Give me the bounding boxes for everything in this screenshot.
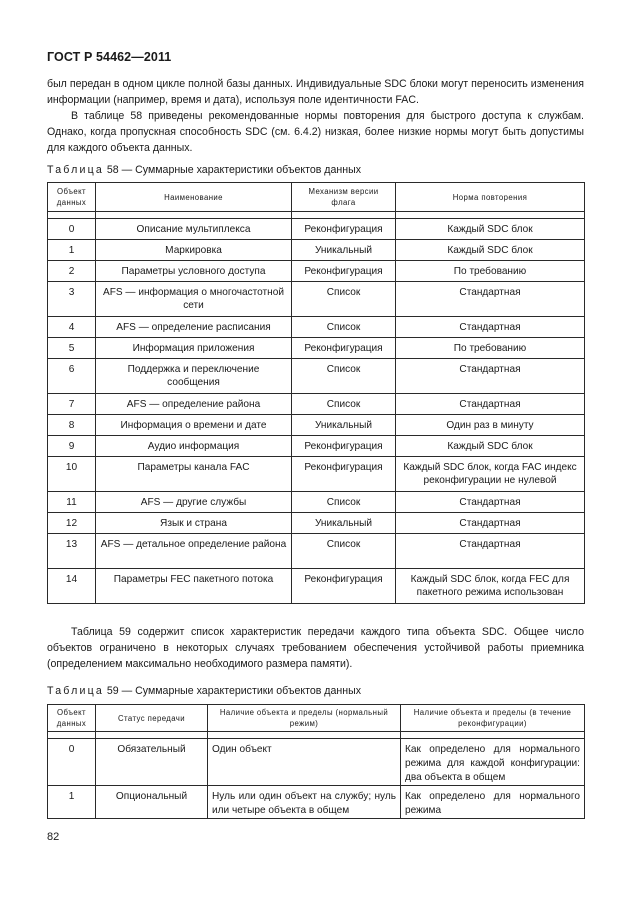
table-cell: 10 <box>48 457 96 492</box>
table-58 <box>47 182 585 604</box>
table-cell: 11 <box>48 492 96 513</box>
table-cell: 1 <box>48 240 96 261</box>
table-cell: 14 <box>48 569 96 604</box>
column-header: Наличие объекта и пределы (нормальный режим) <box>208 705 401 732</box>
table-row <box>48 240 585 261</box>
spacer-cell <box>396 212 585 219</box>
table-cell: Параметры канала FAC <box>96 457 292 492</box>
spacer-cell <box>401 732 585 739</box>
paragraph: В таблице 58 приведены рекомендованные нормы повторения для быстрого доступа к службам. Однако, когда пропускная способность SDC (см. 6.4.2) низкая, более низкие нормы могут быть допустимы для каждого объекта данных. <box>47 110 584 154</box>
table-cell: Реконфигурация <box>292 261 396 282</box>
table-cell: Стандартная <box>396 359 585 394</box>
table-row <box>48 513 585 534</box>
table-cell: Уникальный <box>292 415 396 436</box>
paragraph: был передан в одном цикле полной базы данных. Индивидуальные SDC блоки могут переносить изменения информации (например, время и дата), используя поле идентичности FAC. <box>47 78 584 106</box>
table-cell: Список <box>292 359 396 394</box>
table-cell: Аудио информация <box>96 436 292 457</box>
table-cell: Каждый SDC блок <box>396 219 585 240</box>
table-cell: 3 <box>48 282 96 317</box>
table-cell: Язык и страна <box>96 513 292 534</box>
table-cell: Стандартная <box>396 394 585 415</box>
column-header: Наличие объекта и пределы (в течение реконфигурации) <box>401 705 585 732</box>
table-row <box>48 219 585 240</box>
table-cell: Список <box>292 317 396 338</box>
caption-label: Таблица <box>47 164 104 176</box>
table-row <box>48 394 585 415</box>
table-cell: Реконфигурация <box>292 338 396 359</box>
table-cell: Как определено для нормального режима <box>401 786 585 819</box>
table-cell: Каждый SDC блок, когда FAC индекс реконфигурации не нулевой <box>396 457 585 492</box>
table-cell: Нуль или один объект на службу; нуль или четыре объекта в общем <box>208 786 401 819</box>
table-row <box>48 261 585 282</box>
table-cell: Обязательный <box>96 739 208 786</box>
table-cell: AFS — детальное определение района <box>96 534 292 569</box>
table-cell: AFS — определение расписания <box>96 317 292 338</box>
column-header: Объект данных <box>48 183 96 212</box>
table-cell: 2 <box>48 261 96 282</box>
table-cell: Реконфигурация <box>292 457 396 492</box>
table-cell: 6 <box>48 359 96 394</box>
column-header: Объект данных <box>48 705 96 732</box>
table-row <box>48 457 585 492</box>
column-header: Механизм версии флага <box>292 183 396 212</box>
caption-text: 59 — Суммарные характеристики объектов данных <box>106 685 361 697</box>
table-cell: AFS — другие службы <box>96 492 292 513</box>
table-cell: Уникальный <box>292 240 396 261</box>
table-cell: Информация о времени и дате <box>96 415 292 436</box>
table-cell: 0 <box>48 219 96 240</box>
table-cell: Опциональный <box>96 786 208 819</box>
table-cell: AFS — информация о многочастотной сети <box>96 282 292 317</box>
table-cell: Маркировка <box>96 240 292 261</box>
table-cell: Каждый SDC блок <box>396 436 585 457</box>
table-cell: Каждый SDC блок <box>396 240 585 261</box>
table-row <box>48 415 585 436</box>
caption-text: 58 — Суммарные характеристики объектов данных <box>106 164 361 176</box>
table-row <box>48 282 585 317</box>
table-cell: Стандартная <box>396 492 585 513</box>
table-cell: Один раз в минуту <box>396 415 585 436</box>
table-cell: Стандартная <box>396 513 585 534</box>
spacer-cell <box>48 732 96 739</box>
table-row <box>48 786 585 819</box>
table-row <box>48 534 585 569</box>
table-cell: Параметры FEC пакетного потока <box>96 569 292 604</box>
table-row <box>48 359 585 394</box>
table-cell: По требованию <box>396 338 585 359</box>
spacer-cell <box>208 732 401 739</box>
table-cell: AFS — определение района <box>96 394 292 415</box>
column-header: Статус передачи <box>96 705 208 732</box>
table-cell: Стандартная <box>396 317 585 338</box>
table-header-row <box>48 705 585 732</box>
table-cell: Уникальный <box>292 513 396 534</box>
table-row <box>48 317 585 338</box>
table-cell: Один объект <box>208 739 401 786</box>
caption-label: Таблица <box>47 685 104 697</box>
table-cell: Реконфигурация <box>292 436 396 457</box>
document-header: ГОСТ Р 54462—2011 <box>47 50 172 64</box>
intro-text <box>47 76 584 156</box>
table-59 <box>47 704 585 819</box>
table-cell: 1 <box>48 786 96 819</box>
table-cell: 7 <box>48 394 96 415</box>
table-cell: 12 <box>48 513 96 534</box>
table-cell: Описание мультиплекса <box>96 219 292 240</box>
table-cell: Поддержка и переключение сообщения <box>96 359 292 394</box>
table-cell: 0 <box>48 739 96 786</box>
table-cell: Реконфигурация <box>292 219 396 240</box>
table-cell: Список <box>292 282 396 317</box>
column-header: Норма повторения <box>396 183 585 212</box>
table-body <box>48 732 585 819</box>
header-spacer-row <box>48 732 585 739</box>
table-cell: Параметры условного доступа <box>96 261 292 282</box>
table-cell: 4 <box>48 317 96 338</box>
table-cell: 5 <box>48 338 96 359</box>
table-cell: Реконфигурация <box>292 569 396 604</box>
table-cell: 9 <box>48 436 96 457</box>
middle-paragraph: Таблица 59 содержит список характеристик передачи каждого типа объекта SDC. Общее число объектов ограничено в некоторых случаях требованием обеспечения устойчивой работы приемника (определением максимально необходимого размера памяти). <box>47 626 584 670</box>
spacer-cell <box>292 212 396 219</box>
table-cell: Каждый SDC блок, когда FEC для пакетного режима использован <box>396 569 585 604</box>
column-header: Наименование <box>96 183 292 212</box>
table-row <box>48 436 585 457</box>
table-cell: По требованию <box>396 261 585 282</box>
table-cell: Список <box>292 534 396 569</box>
spacer-cell <box>96 212 292 219</box>
page-number: 82 <box>47 831 60 843</box>
table-body <box>48 212 585 604</box>
spacer-cell <box>96 732 208 739</box>
table-59-caption <box>47 685 361 697</box>
table-row <box>48 569 585 604</box>
table-cell: Стандартная <box>396 282 585 317</box>
table-row <box>48 739 585 786</box>
table-cell: Как определено для нормального режима для каждой конфигурации: два объекта в общем <box>401 739 585 786</box>
table-row <box>48 492 585 513</box>
header-spacer-row <box>48 212 585 219</box>
table-cell: 13 <box>48 534 96 569</box>
spacer-cell <box>48 212 96 219</box>
table-cell: Стандартная <box>396 534 585 569</box>
table-header-row <box>48 183 585 212</box>
table-58-caption <box>47 164 361 176</box>
table-cell: Список <box>292 492 396 513</box>
table-row <box>48 338 585 359</box>
table-cell: Список <box>292 394 396 415</box>
table-cell: 8 <box>48 415 96 436</box>
table-cell: Информация приложения <box>96 338 292 359</box>
